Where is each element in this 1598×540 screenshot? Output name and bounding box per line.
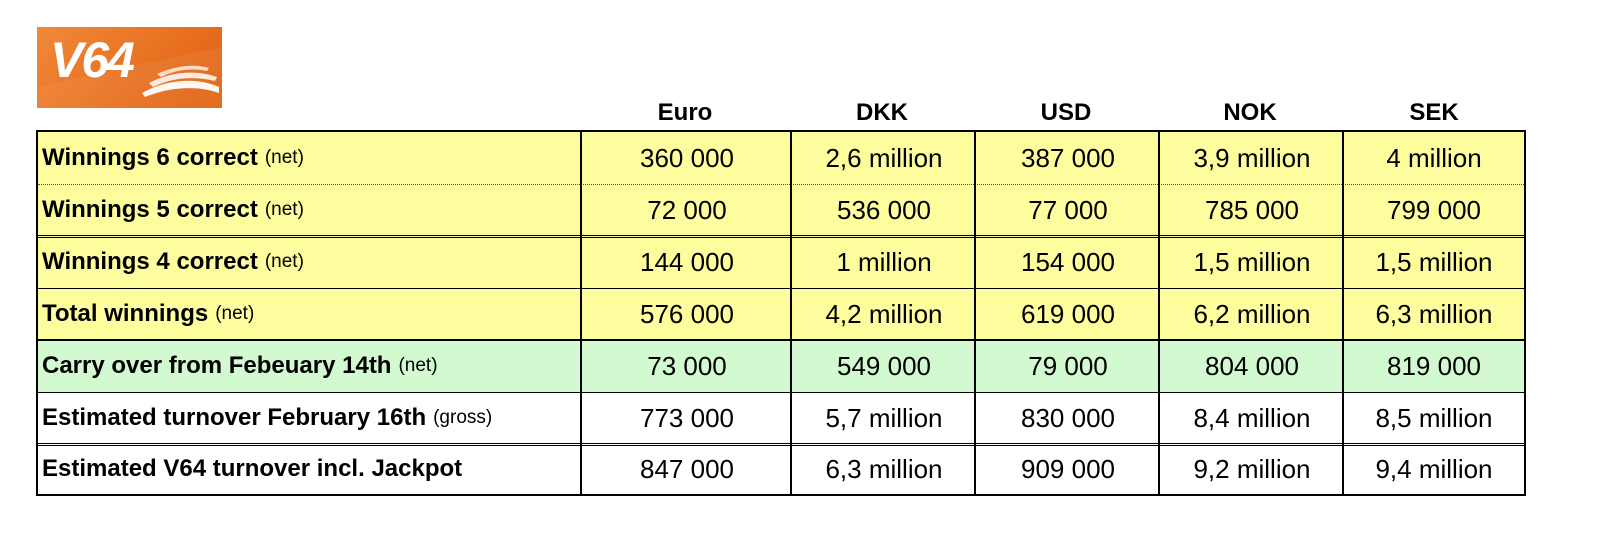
row-label-text: Winnings 4 correct <box>42 248 258 275</box>
column-header-sek: SEK <box>1409 99 1459 126</box>
cell-usd: 79 000 <box>1028 350 1108 381</box>
row-label-text: Total winnings <box>42 300 209 327</box>
cell-usd: 387 000 <box>1021 142 1115 173</box>
row-label-text: Estimated turnover February 16th <box>42 404 427 431</box>
cell-usd: 154 000 <box>1021 246 1115 277</box>
row-label <box>42 340 438 392</box>
row-label <box>42 392 492 444</box>
cell-nok: 1,5 million <box>1193 246 1311 277</box>
cell-euro: 73 000 <box>647 350 727 381</box>
column-divider <box>790 132 792 494</box>
row-divider <box>38 235 1524 238</box>
column-header-usd: USD <box>1040 99 1092 126</box>
cell-euro: 360 000 <box>640 142 734 173</box>
row-label-note: (net) <box>264 147 304 168</box>
cell-euro: 144 000 <box>640 246 734 277</box>
column-header-euro: Euro <box>657 99 713 126</box>
row-label-note: (net) <box>264 251 304 272</box>
cell-euro: 576 000 <box>640 298 734 329</box>
row-divider <box>38 339 1524 341</box>
cell-sek: 819 000 <box>1387 350 1481 381</box>
cell-sek: 1,5 million <box>1375 246 1493 277</box>
cell-usd: 77 000 <box>1028 194 1108 225</box>
cell-dkk: 2,6 million <box>825 142 943 173</box>
table-row <box>38 288 1524 340</box>
row-label-text: Winnings 5 correct <box>42 196 258 223</box>
row-label <box>42 132 304 184</box>
cell-usd: 909 000 <box>1021 453 1115 484</box>
cell-nok: 3,9 million <box>1193 142 1311 173</box>
v64-logo <box>37 27 222 108</box>
row-divider <box>38 184 1524 185</box>
cell-nok: 785 000 <box>1205 194 1299 225</box>
row-label-text: Winnings 6 correct <box>42 144 258 171</box>
winnings-table <box>36 130 1526 496</box>
row-label-note: (net) <box>398 355 438 376</box>
cell-euro: 847 000 <box>640 453 734 484</box>
cell-nok: 8,4 million <box>1193 402 1311 433</box>
row-label <box>42 236 304 288</box>
row-label <box>42 184 304 236</box>
row-label-text: Estimated V64 turnover incl. Jackpot <box>42 455 463 482</box>
row-divider <box>38 443 1524 446</box>
cell-euro: 72 000 <box>647 194 727 225</box>
cell-dkk: 549 000 <box>837 350 931 381</box>
cell-sek: 799 000 <box>1387 194 1481 225</box>
cell-sek: 8,5 million <box>1375 402 1493 433</box>
cell-nok: 6,2 million <box>1193 298 1311 329</box>
row-divider <box>38 392 1524 393</box>
cell-sek: 9,4 million <box>1375 453 1493 484</box>
table-row <box>38 392 1524 444</box>
cell-sek: 4 million <box>1386 142 1482 173</box>
table-row <box>38 184 1524 236</box>
table-row <box>38 236 1524 288</box>
table-row <box>38 444 1524 494</box>
row-label-note: (gross) <box>433 407 493 428</box>
column-divider <box>1158 132 1160 494</box>
table-row <box>38 340 1524 392</box>
column-divider <box>580 132 582 494</box>
table-row <box>38 132 1524 184</box>
cell-nok: 9,2 million <box>1193 453 1311 484</box>
row-label-note: (net) <box>264 199 304 220</box>
row-label <box>42 288 254 340</box>
column-divider <box>974 132 976 494</box>
column-divider <box>1342 132 1344 494</box>
column-header-dkk: DKK <box>856 99 908 126</box>
cell-nok: 804 000 <box>1205 350 1299 381</box>
cell-usd: 830 000 <box>1021 402 1115 433</box>
cell-dkk: 536 000 <box>837 194 931 225</box>
cell-dkk: 5,7 million <box>825 402 943 433</box>
cell-dkk: 4,2 million <box>825 298 943 329</box>
logo-text: V64 <box>50 32 133 88</box>
cell-sek: 6,3 million <box>1375 298 1493 329</box>
cell-dkk: 1 million <box>836 246 932 277</box>
row-label-note: (net) <box>215 303 255 324</box>
column-header-nok: NOK <box>1223 99 1277 126</box>
cell-dkk: 6,3 million <box>825 453 943 484</box>
cell-usd: 619 000 <box>1021 298 1115 329</box>
cell-euro: 773 000 <box>640 402 734 433</box>
row-label <box>42 444 469 494</box>
row-divider <box>38 288 1524 289</box>
row-label-text: Carry over from Febeuary 14th <box>42 352 392 379</box>
